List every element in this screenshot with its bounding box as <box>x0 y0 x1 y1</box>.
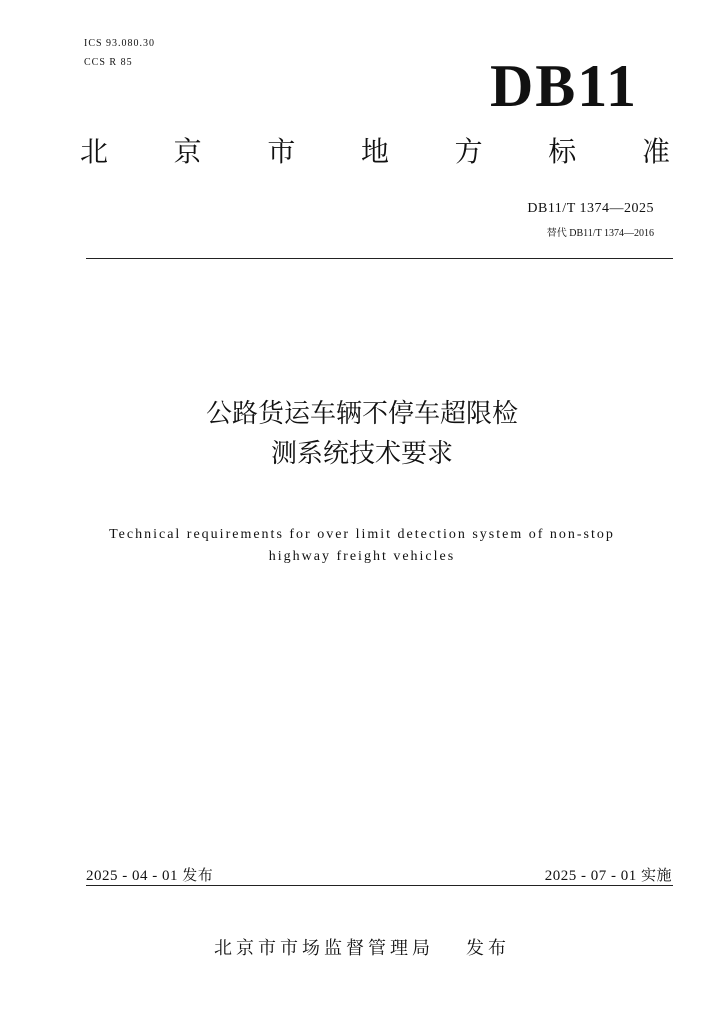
standard-type-char: 标 <box>548 135 577 168</box>
ccs-code: CCS R 85 <box>84 57 133 68</box>
replaces-label: 替代 <box>546 228 567 239</box>
ics-code: ICS 93.080.30 <box>84 38 156 49</box>
standard-type-char: 北 <box>80 135 109 168</box>
chinese-title-line-1: 公路货运车辆不停车超限检 <box>205 399 518 429</box>
publisher-action: 发布 <box>466 938 510 959</box>
chinese-title-line-2: 测系统技术要求 <box>270 439 453 469</box>
standard-number: DB11/T 1374—2025 <box>527 201 654 216</box>
english-title-line-2: highway freight vehicles <box>268 549 456 564</box>
english-title-line-1: Technical requirements for over limit detection system of non-stop <box>109 527 615 542</box>
issue-date-label: 发布 <box>182 866 214 884</box>
standard-type-char: 准 <box>641 135 670 168</box>
replaces-standard <box>547 224 654 239</box>
implementation-date <box>545 864 672 885</box>
bottom-divider <box>86 885 673 886</box>
english-title <box>0 524 724 568</box>
publisher-name: 北京市市场监督管理局 <box>214 938 434 959</box>
chinese-title <box>0 394 724 474</box>
implementation-date-label: 实施 <box>640 866 672 884</box>
standard-type-heading <box>80 135 670 168</box>
publisher-line <box>0 934 724 960</box>
standard-type-char: 方 <box>454 135 483 168</box>
issue-date-value: 2025 - 04 - 01 <box>86 868 178 884</box>
implementation-date-value: 2025 - 07 - 01 <box>544 868 637 884</box>
standard-type-char: 市 <box>267 135 296 168</box>
standard-type-char: 地 <box>360 135 389 168</box>
issue-date <box>86 864 213 885</box>
standard-type-char: 京 <box>173 135 202 168</box>
top-divider <box>86 258 673 259</box>
db11-logo: DB11 <box>489 53 638 119</box>
replaces-number: DB11/T 1374—2016 <box>569 228 654 239</box>
